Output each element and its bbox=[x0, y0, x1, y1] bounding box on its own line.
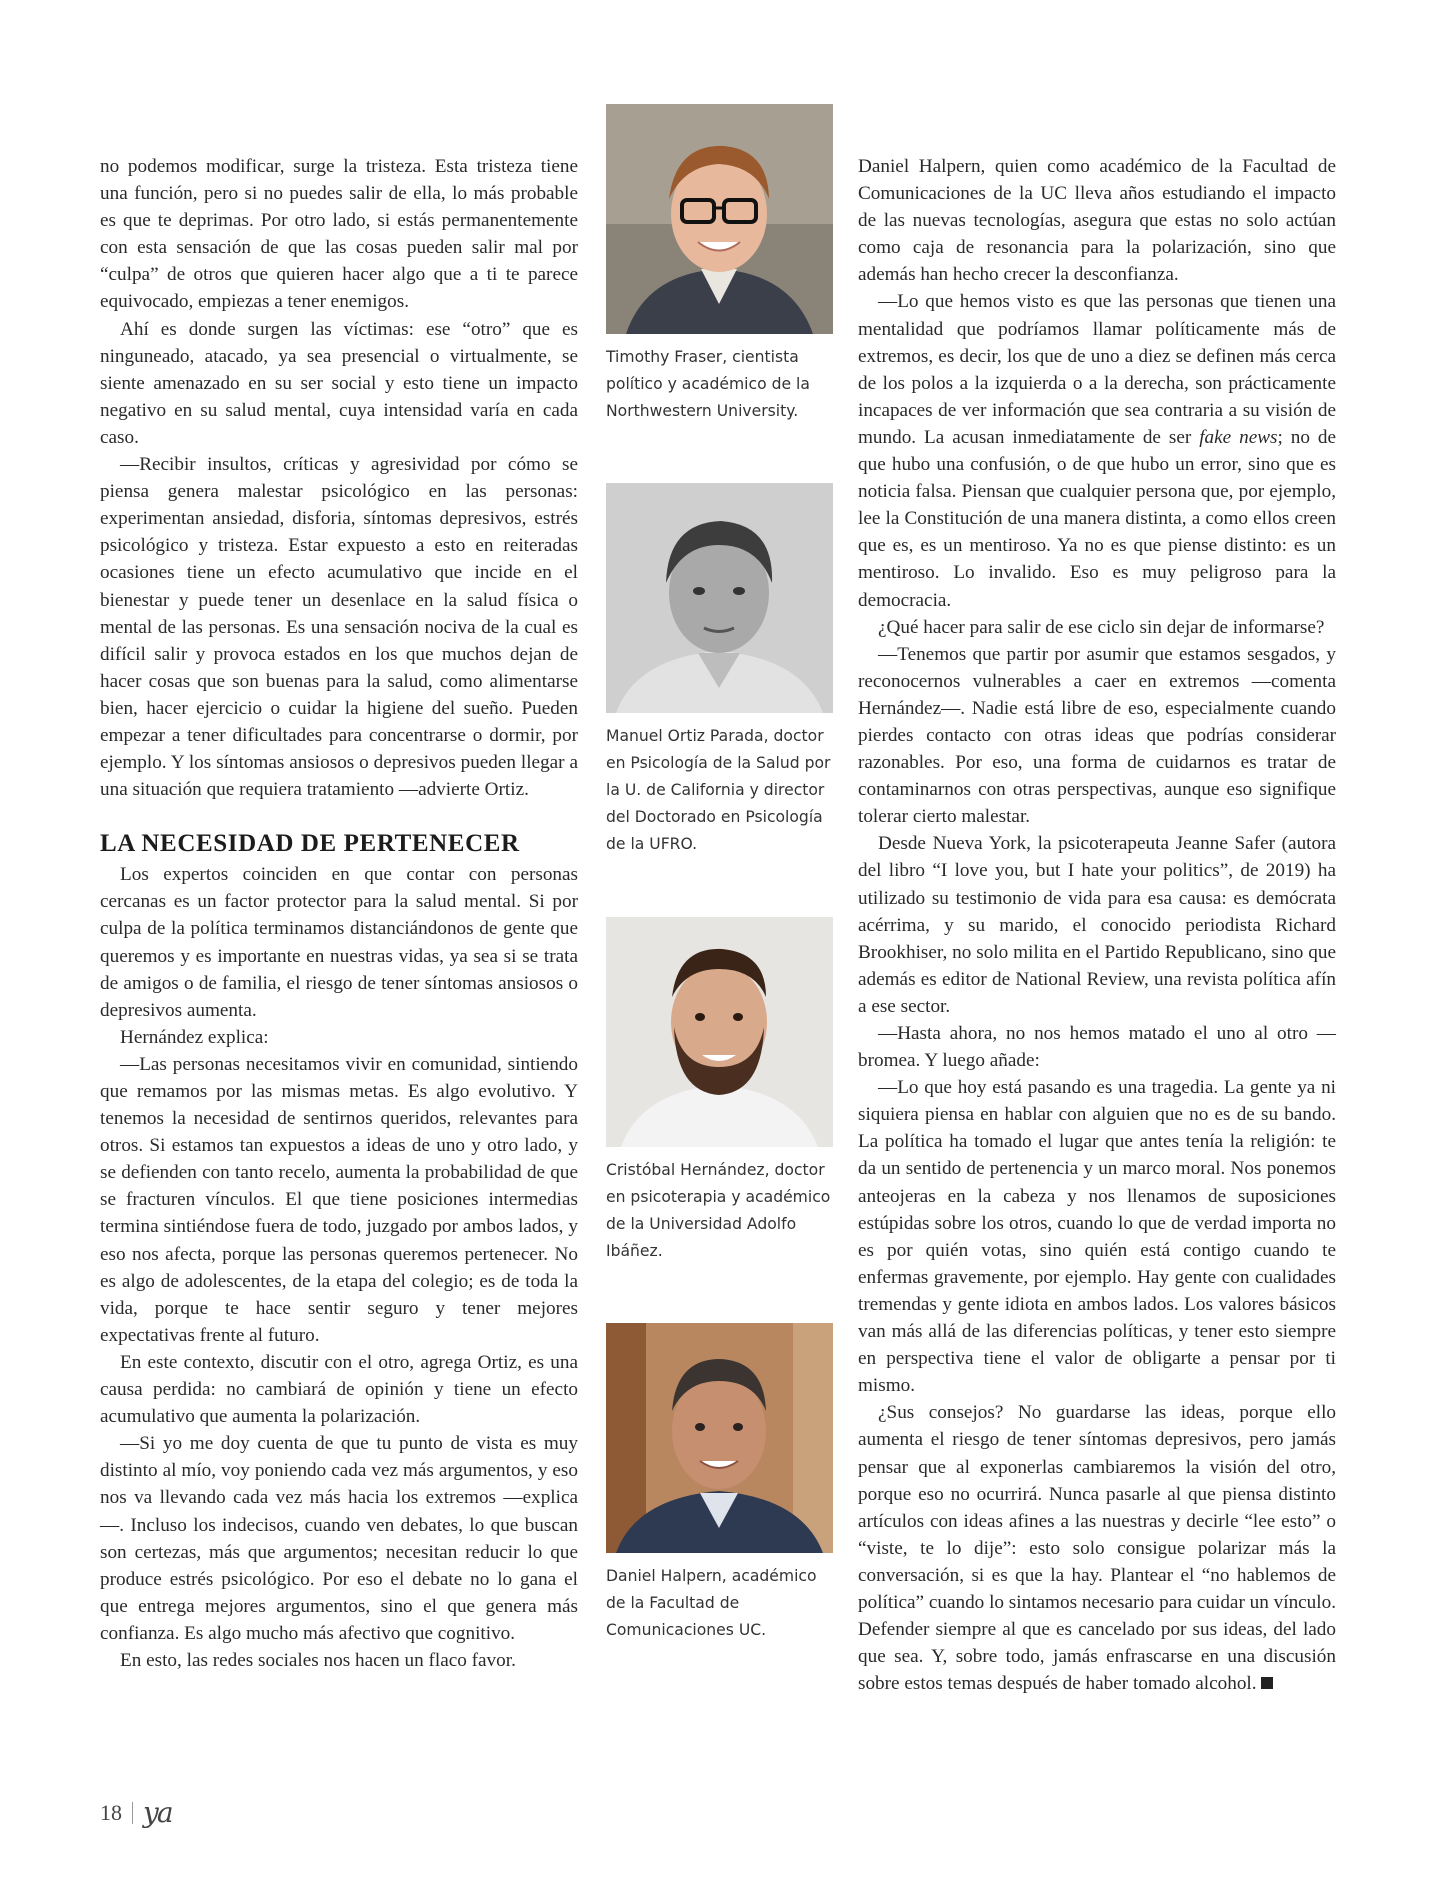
article-column-right bbox=[858, 153, 1336, 1697]
paragraph: Daniel Halpern, quien como académico de la Facultad de Comunicaciones de la UC lleva años estudiando el impacto de las nuevas tecnologías, asegura que estas no solo actúan como caja de resonancia para la polarización, sino que además han hecho crecer la desconfianza. bbox=[858, 156, 1336, 286]
paragraph bbox=[858, 1399, 1336, 1697]
paragraph: Desde Nueva York, la psicoterapeuta Jeanne Safer (autora del libro “I love you, but I hate your politics”, de 2019) ha utilizado su testimonio de vida para esa causa: es demócrata acérrima, y su marido, el conocido periodista Richard Brookhiser, no solo milita en el Partido Republicano, sino que además es editor de National Review, una revista política afín a ese sector. bbox=[858, 833, 1336, 1017]
article-column-left bbox=[100, 153, 578, 1674]
figure-manuel-ortiz bbox=[606, 483, 833, 858]
paragraph: Ahí es donde surgen las víctimas: ese “otro” que es ninguneado, atacado, ya sea presencial o virtualmente, se siente amenazado en su ser social y esto tiene un impacto negativo en su salud mental, cuya intensidad varía en cada caso. bbox=[100, 318, 578, 448]
paragraph: —Tenemos que partir por asumir que estamos sesgados, y reconocernos vulnerables a caer en extremos —comenta Hernández—. Nadie está libre de eso, especialmente cuando pierdes contacto con otras ideas que podrías considerar razonables. Por eso, una forma de cuidarnos es tratar de contaminarnos con otras perspectivas, aunque eso signifique tolerar cierto malestar. bbox=[858, 643, 1336, 828]
paragraph bbox=[858, 288, 1336, 613]
section-heading: LA NECESIDAD DE PERTENECER bbox=[100, 830, 520, 858]
photo-caption: Timothy Fraser, cientista político y académico de la Northwestern University. bbox=[606, 348, 810, 421]
paragraph: —Recibir insultos, críticas y agresividad por cómo se piensa genera malestar psicológico en las personas: experimentan ansiedad, disforia, síntomas depresivos, estrés psicológico y tristeza. Estar expuesto a esto en reiteradas ocasiones tiene un efecto acumulativo que incide en el bienestar y puede tener un desenlace en la salud física o mental de las personas. Es una sensación nociva de la cual es difícil salir y provoca estados en los que muchos dejan de hacer cosas que son buenas para la salud, como alimentarse bien, hacer ejercicio o cuidar la higiene del sueño. Pueden empezar a tener dificultades para concentrarse o dormir, por ejemplo. Y los síntomas ansiosos o depresivos pueden llegar a una situación que requiera tratamiento —advierte Ortiz. bbox=[100, 454, 578, 801]
paragraph: Los expertos coinciden en que contar con personas cercanas es un factor protector para la salud mental. Si por culpa de la política terminamos distanciándonos de gente que queremos y es importante en nuestras vidas, ya sea si se trata de amigos o de familia, el riesgo de tener síntomas ansiosos o depresivos aumenta. bbox=[100, 864, 578, 1021]
end-of-article-mark bbox=[1261, 1677, 1273, 1689]
emphasis-text: fake news bbox=[1199, 426, 1278, 448]
portrait-photo bbox=[606, 104, 833, 334]
paragraph: En esto, las redes sociales nos hacen un flaco favor. bbox=[120, 1649, 516, 1671]
photo-caption: Daniel Halpern, académico de la Facultad de Comunicaciones UC. bbox=[606, 1567, 817, 1640]
page-footer bbox=[100, 1796, 172, 1829]
paragraph: —Si yo me doy cuenta de que tu punto de vista es muy distinto al mío, voy poniendo cada vez más argumentos, y eso nos va llevando cada vez más hacia los extremos —explica—. Incluso los indecisos, cuando ven debates, lo que buscan son certezas, más que argumentos; necesitan reducir lo que produce estrés psicológico. Por eso el debate no lo gana el que entrega mejores argumentos, sino el que genera más confianza. Es algo mucho más afectivo que cognitivo. bbox=[100, 1433, 578, 1644]
page-number: 18 bbox=[100, 1799, 122, 1825]
portrait-photo bbox=[606, 483, 833, 713]
paragraph: ¿Qué hacer para salir de ese ciclo sin dejar de informarse? bbox=[878, 616, 1325, 638]
magazine-logo: ya bbox=[143, 1796, 172, 1829]
portrait-photo bbox=[606, 1323, 833, 1553]
quote-text: ; no de que hubo una confusión, o de que hubo un error, sino que es noticia falsa. Piensan que cualquier persona que, por ejemplo, lee la Constitución de una manera distinta, a como ellos creen que es, es un mentiroso. Ya no es que piense distinto: es un mentiroso. Lo invalido. Eso es muy peligroso para la democracia. bbox=[858, 426, 1336, 611]
paragraph: —Las personas necesitamos vivir en comunidad, sintiendo que remamos por las mismas metas. Es algo evolutivo. Y tenemos la necesidad de sentirnos queridos, relevantes para otros. Si estamos tan expuestos a ideas de uno y otro lado, y se defienden con tanto recelo, aumenta la probabilidad de que se fracturen vínculos. El que tiene posiciones intermedias termina sintiéndose fuera de todo, juzgado por ambos lados, y eso nos afecta, porque las personas queremos pertenecer. No es algo de adolescentes, de la etapa del colegio; es de toda la vida, porque te hace sentir seguro y tener mejores expectativas frente al futuro. bbox=[100, 1053, 578, 1346]
photo-caption: Cristóbal Hernández, doctor en psicoterapia y académico de la Universidad Adolfo Ibáñez. bbox=[606, 1161, 831, 1261]
closing-text: ¿Sus consejos? No guardarse las ideas, porque ello aumenta el riesgo de tener síntomas depresivos, pero jamás pensar que al exponerlas cambiaremos la visión del otro, porque eso no ocurrirá. Nunca pasarle al que piensa distinto artículos con ideas afines a las nuestras y decirle “lee esto” o “viste, te lo dije”: esto solo consigue polarizar más la conversación, si es que la hay. Plantear el “no hablemos de política” cuando lo sintamos necesario para cuidar un vínculo. Defender siempre al que es cancelado por sus ideas, del lado que sea. Y, sobre todo, jamás enfrascarse en una discusión sobre estos temas después de haber tomado alcohol. bbox=[858, 1402, 1336, 1695]
figure-cristobal-hernandez bbox=[606, 917, 833, 1265]
portrait-photo bbox=[606, 917, 833, 1147]
paragraph: Hernández explica: bbox=[120, 1026, 269, 1048]
paragraph: no podemos modificar, surge la tristeza. Esta tristeza tiene una función, pero si no puedes salir de ella, lo más probable es que te deprimas. Por otro lado, si estás permanentemente con esta sensación de que las cosas pueden salir mal por “culpa” de otros que quieren hacer algo que a ti te parece equivocado, empiezas a tener enemigos. bbox=[100, 156, 578, 313]
paragraph: —Lo que hoy está pasando es una tragedia. La gente ya ni siquiera piensa en hablar con alguien que no es de su bando. La política ha tomado el lugar que antes tenía la religión: te da un sentido de pertenencia y un marco moral. Nos ponemos anteojeras en la cabeza y nos llenamos de suposiciones estúpidas sobre los otros, cuando lo que de verdad importa no es por quién votas, sino quién está contigo cuando te enfermas gravemente, por ejemplo. Hay gente con cualidades tremendas y gente idiota en ambos lados. Los valores básicos van más allá de las diferencias políticas, y tener esto siempre en perspectiva tiene el valor de obligarte a pensar por ti mismo. bbox=[858, 1077, 1336, 1397]
paragraph: En este contexto, discutir con el otro, agrega Ortiz, es una causa perdida: no cambiará de opinión y tiene un efecto acumulativo que aumenta la polarización. bbox=[100, 1351, 578, 1428]
figure-daniel-halpern bbox=[606, 1323, 833, 1644]
quote-text: —Lo que hemos visto es que las personas que tienen una mentalidad que podríamos llamar políticamente más de extremos, es decir, los que de uno a diez se definen más cerca de los polos a la izquierda o a la derecha, son prácticamente incapaces de ver información que sea contraria a su visión de mundo. La acusan inmediatamente de ser bbox=[858, 291, 1336, 448]
footer-divider bbox=[132, 1802, 133, 1824]
figure-timothy-fraser bbox=[606, 104, 833, 425]
photo-caption: Manuel Ortiz Parada, doctor en Psicología de la Salud por la U. de California y director del Doctorado en Psicología de la UFRO. bbox=[606, 727, 831, 854]
paragraph: —Hasta ahora, no nos hemos matado el uno al otro —bromea. Y luego añade: bbox=[858, 1023, 1336, 1072]
